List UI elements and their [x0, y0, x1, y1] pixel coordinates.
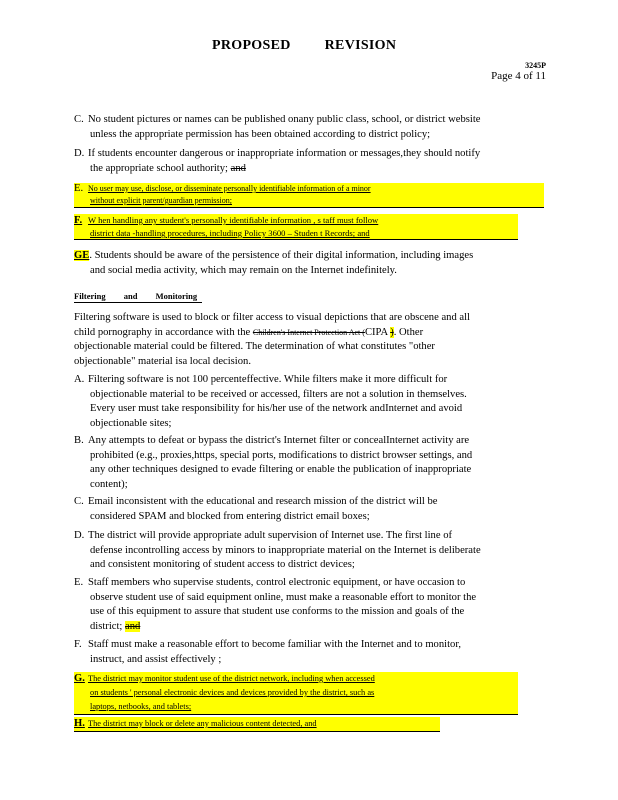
- item-b-bottom: [74, 434, 542, 492]
- item-label: C.: [74, 496, 84, 507]
- item-text: The district will provide appropriate adult supervision of Internet use. The first line of: [88, 530, 453, 541]
- item-label: F.: [74, 639, 82, 650]
- item-label: E.: [74, 577, 84, 588]
- item-text-cont: Every user must take responsibility for his/her use of the network andInternet and avoid: [90, 403, 463, 414]
- item-text: The district may monitor student use of the district network, including when accessed: [88, 674, 375, 683]
- item-g-highlighted: [74, 672, 518, 715]
- item-label: D.: [74, 530, 85, 541]
- item-text: Any attempts to defeat or bypass the district's Internet filter or concealInternet activity are: [88, 435, 470, 446]
- struck-text: and: [125, 620, 141, 632]
- item-d-bottom: [74, 529, 542, 573]
- filtering-text: . Other: [393, 326, 424, 338]
- item-label: G.: [74, 673, 85, 684]
- title-word-proposed: PROPOSED: [212, 38, 291, 53]
- item-text: Filtering software is not 100 percenteffective. While filters make it more difficult for: [88, 374, 448, 385]
- item-label: GE: [74, 250, 90, 261]
- item-text: Staff members who supervise students, control electronic equipment, or have occasion to: [88, 577, 466, 588]
- item-text-cont: defense incontrolling access by minors to inappropriate material on the Internet is deliberate: [90, 544, 481, 556]
- item-text: No student pictures or names can be published onany public class, school, or district website: [88, 114, 481, 125]
- item-label: B.: [74, 435, 84, 446]
- item-text-cont: laptops, netbooks, and tablets;: [90, 702, 192, 711]
- item-text-cont: content);: [90, 478, 128, 490]
- item-h-highlighted: [74, 717, 440, 732]
- item-text-cont: any other techniques designed to evade filtering or enable the publication of inappropriate: [90, 464, 472, 475]
- item-ge: [74, 249, 542, 278]
- item-d-top: [74, 147, 542, 176]
- filtering-line-1: Filtering software is used to block or filter access to visual depictions that are obscene and all: [74, 312, 470, 323]
- item-c-bottom: [74, 495, 542, 524]
- filtering-text: child pornography in accordance with the: [74, 326, 253, 338]
- struck-text: and: [230, 162, 246, 174]
- item-text-cont: the appropriate school authority;: [90, 162, 228, 174]
- item-e-highlighted: [74, 183, 544, 208]
- item-e-bottom: [74, 576, 542, 634]
- struck-text: ): [390, 326, 394, 338]
- item-label: F.: [74, 215, 83, 226]
- item-label: C.: [74, 114, 84, 125]
- item-text-cont: objectionable material to be received or accessed, filters are not a solution in themselves.: [90, 388, 467, 400]
- item-text: No user may use, disclose, or disseminate personally identifiable information of a minor: [88, 184, 371, 193]
- item-text-cont: without explicit parent/guardian permission;: [90, 196, 232, 205]
- item-text-cont: and social media activity, which may remain on the Internet indefinitely.: [90, 264, 397, 276]
- item-text-cont: and consistent monitoring of student access to district devices;: [90, 559, 355, 570]
- item-text: If students encounter dangerous or inappropriate information or messages,they should notify: [88, 148, 481, 159]
- item-label: E.: [74, 183, 84, 194]
- item-text: . Students should be aware of the persistence of their digital information, including images: [89, 250, 474, 261]
- item-text: Staff must make a reasonable effort to become familiar with the Internet and to monitor,: [88, 639, 462, 650]
- item-label: A.: [74, 374, 85, 385]
- page-number: Page 4 of 11: [491, 70, 546, 82]
- item-text-cont: considered SPAM and blocked from entering district email boxes;: [90, 510, 370, 522]
- item-text: Email inconsistent with the educational and research mission of the district will be: [88, 496, 438, 507]
- page-title: [212, 38, 396, 54]
- item-text-cont: observe student use of said equipment online, must make a reasonable effort to monitor the: [90, 591, 477, 603]
- item-c-top: [74, 113, 542, 142]
- item-f-bottom: [74, 638, 542, 667]
- filtering-text: CIPA: [364, 326, 391, 338]
- section-heading-filtering: Filtering and Monitoring: [74, 291, 202, 303]
- item-text-cont: district data -handling procedures, including Policy 3600 – Studen t Records; and: [90, 228, 370, 238]
- item-text-cont: use of this equipment to assure that student use conforms to the mission and goals of the: [90, 606, 465, 617]
- filtering-paragraph: [74, 311, 544, 369]
- title-word-revision: REVISION: [324, 38, 397, 53]
- filtering-line-4: objectionable" material isa local decision.: [74, 355, 251, 367]
- filtering-line-2: [74, 326, 544, 341]
- item-text-cont: unless the appropriate permission has been obtained according to district policy;: [90, 128, 431, 140]
- item-text-cont: prohibited (e.g., proxies,https, special ports, modifications to district browser settings, and: [90, 449, 473, 461]
- item-text-cont: instruct, and assist effectively ;: [90, 653, 222, 665]
- item-text-cont: district;: [90, 620, 123, 632]
- item-label: D.: [74, 148, 85, 159]
- filtering-line-3: objectionable material could be filtered. The determination of what constitutes "other: [74, 341, 435, 352]
- policy-code: 3245P: [525, 61, 546, 70]
- item-label: H.: [74, 718, 85, 729]
- item-f-highlighted: [74, 214, 518, 240]
- struck-text: Children's Internet Protection Act (: [252, 327, 365, 337]
- item-text: The district may block or delete any malicious content detected, and: [88, 719, 317, 728]
- item-text-cont: objectionable sites;: [90, 417, 172, 429]
- item-a-bottom: [74, 373, 542, 431]
- item-text: W hen handling any student's personally identifiable information , s taff must follow: [88, 215, 379, 225]
- item-text-cont: on students ' personal electronic devices and devices provided by the district, such as: [90, 688, 375, 697]
